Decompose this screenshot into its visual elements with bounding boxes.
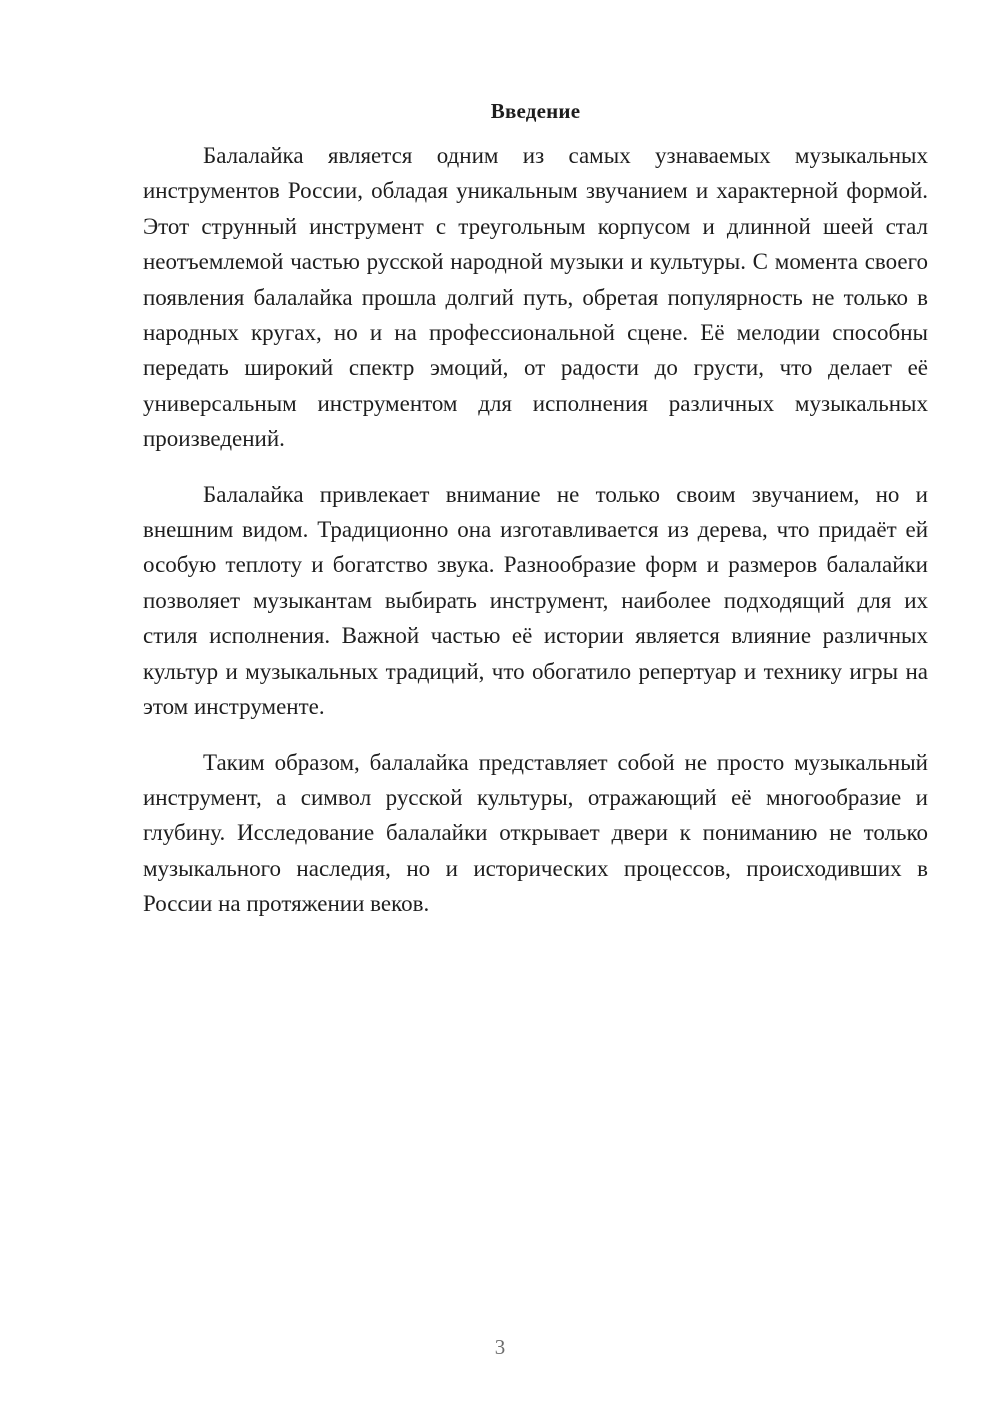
paragraph-3: Таким образом, балалайка представляет собой не просто музыкальный инструмент, а символ русской культуры, отражающий её многообразие и глубину. Исследование балалайки открывает двери к пониманию не только музыкального наследия, но и исторических процессов, происходивших в России на протяжении веков.: [143, 749, 928, 917]
page-content: [143, 96, 928, 942]
section-heading: Введение: [490, 99, 581, 123]
page-number: 3: [494, 1335, 506, 1359]
paragraph-2: Балалайка привлекает внимание не только своим звучанием, но и внешним видом. Традиционно она изготавливается из дерева, что придаёт ей особую теплоту и богатство звука. Разнообразие форм и размеров балалайки позволяет музыкантам выбирать инструмент, наиболее подходящий для их стиля исполнения. Важной частью её истории является влияние различных культур и музыкальных традиций, что обогатило репертуар и технику игры на этом инструменте.: [143, 481, 928, 720]
paragraph-1: Балалайка является одним из самых узнаваемых музыкальных инструментов России, обладая уникальным звучанием и характерной формой. Этот струнный инструмент с треугольным корпусом и длинной шеей стал неотъемлемой частью русской народной музыки и культуры. С момента своего появления балалайка прошла долгий путь, обретая популярность не только в народных кругах, но и на профессиональной сцене. Её мелодии способны передать широкий спектр эмоций, от радости до грусти, что делает её универсальным инструментом для исполнения различных музыкальных произведений.: [143, 143, 928, 452]
